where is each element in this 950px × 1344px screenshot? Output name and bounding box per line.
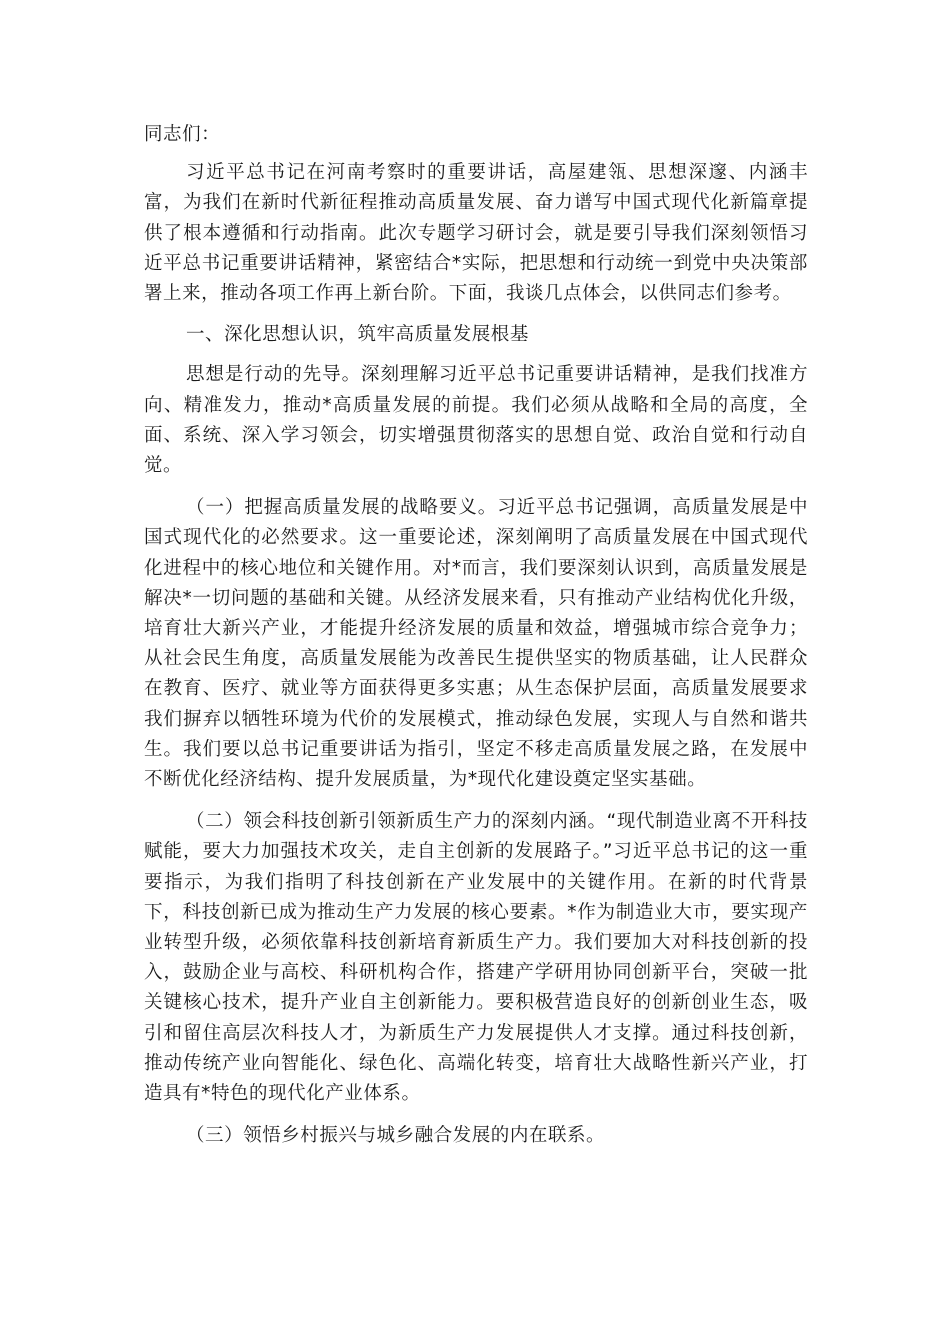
document-body <box>144 120 808 1152</box>
section-lead-paragraph: 思想是行动的先导。深刻理解习近平总书记重要讲话精神，是我们找准方向、精准发力，推动*高质量发展的前提。我们必须从战略和全局的高度，全面、系统、深入学习领会，切实增强贯彻落实的思想自觉、政治自觉和行动自觉。 <box>144 364 808 477</box>
subsection-2-paragraph: （二）领会科技创新引领新质生产力的深刻内涵。“现代制造业离不开科技赋能，要大力加强技术攻关，走自主创新的发展路子。”习近平总书记的这一重要指示，为我们指明了科技创新在产业发展中的关键作用。在新的时代背景下，科技创新已成为推动生产力发展的核心要素。*作为制造业大市，要实现产业转型升级，必须依靠科技创新培育新质生产力。我们要加大对科技创新的投入，鼓励企业与高校、科研机构合作，搭建产学研用协同创新平台，突破一批关键核心技术，提升产业自主创新能力。要积极营造良好的创新创业生态，吸引和留住高层次科技人才，为新质生产力发展提供人才支撑。通过科技创新，推动传统产业向智能化、绿色化、高端化转变，培育壮大战略性新兴产业，打造具有*特色的现代化产业体系。 <box>144 811 808 1105</box>
section-heading-1: 一、深化思想认识，筑牢高质量发展根基 <box>186 324 529 346</box>
subsection-1-paragraph: （一）把握高质量发展的战略要义。习近平总书记强调，高质量发展是中国式现代化的必然要求。这一重要论述，深刻阐明了高质量发展在中国式现代化进程中的核心地位和关键作用。对*而言，我们要深刻认识到，高质量发展是解决*一切问题的基础和关键。从经济发展来看，只有推动产业结构优化升级，培育壮大新兴产业，才能提升经济发展的质量和效益，增强城市综合竞争力；从社会民生角度，高质量发展能为改善民生提供坚实的物质基础，让人民群众在教育、医疗、就业等方面获得更多实惠；从生态保护层面，高质量发展要求我们摒弃以牺牲环境为代价的发展模式，推动绿色发展，实现人与自然和谐共生。我们要以总书记重要讲话为指引，坚定不移走高质量发展之路，在发展中不断优化经济结构、提升发展质量，为*现代化建设奠定坚实基础。 <box>144 497 808 791</box>
subsection-3-heading: （三）领悟乡村振兴与城乡融合发展的内在联系。 <box>186 1125 606 1147</box>
greeting: 同志们： <box>144 124 221 145</box>
intro-paragraph: 习近平总书记在河南考察时的重要讲话，高屋建瓴、思想深邃、内涵丰富，为我们在新时代新征程推动高质量发展、奋力谱写中国式现代化新篇章提供了根本遵循和行动指南。此次专题学习研讨会，就是要引导我们深刻领悟习近平总书记重要讲话精神，紧密结合*实际，把思想和行动统一到党中央决策部署上来，推动各项工作再上新台阶。下面，我谈几点体会，以供同志们参考。 <box>144 162 808 305</box>
